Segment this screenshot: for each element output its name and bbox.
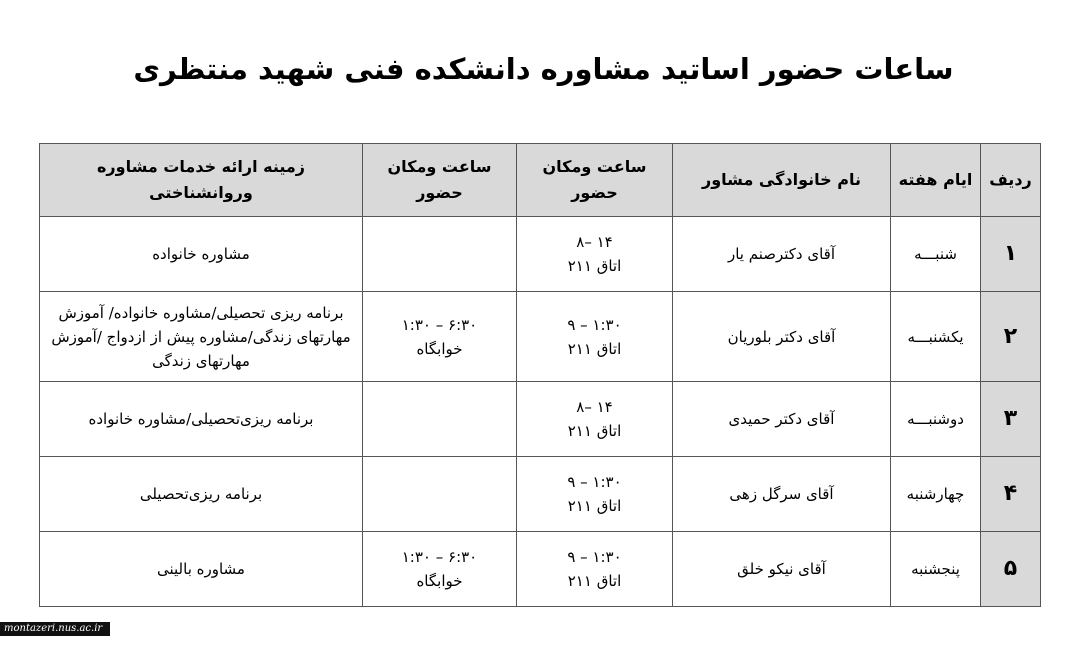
row-slot-1 xyxy=(517,217,673,292)
row-slot-1 xyxy=(517,457,673,532)
row-topics: مشاوره خانواده xyxy=(40,217,363,292)
row-slot-2 xyxy=(363,382,517,457)
row-advisor: آقای دکترصنم یار xyxy=(673,217,891,292)
slot-1-time: ۹ – ۱:۳۰ xyxy=(567,548,622,566)
row-advisor: آقای سرگل زهی xyxy=(673,457,891,532)
row-weekday: چهارشنبه xyxy=(891,457,981,532)
row-number: ۴ xyxy=(981,457,1041,532)
row-topics: مشاوره بالینی xyxy=(40,532,363,607)
header-weekday: ایام هفته xyxy=(891,144,981,217)
slot-1-place: اتاق ۲۱۱ xyxy=(567,257,622,275)
slot-2-time: ۱:۳۰ – ۶:۳۰ xyxy=(401,548,478,566)
header-service-topics: زمینه ارائه خدمات مشاوره وروانشناختی xyxy=(40,144,363,217)
row-topics: برنامه ریزی‌تحصیلی/مشاوره خانواده xyxy=(40,382,363,457)
slot-1-time: ۸– ۱۴ xyxy=(576,398,613,416)
row-weekday: یکشنبـــه xyxy=(891,292,981,382)
row-slot-2 xyxy=(363,217,517,292)
header-row-number: ردیف xyxy=(981,144,1041,217)
header-time-place-1: ساعت ومکان حضور xyxy=(517,144,673,217)
row-slot-1 xyxy=(517,532,673,607)
slot-2-time: ۱:۳۰ – ۶:۳۰ xyxy=(401,315,478,334)
table-row xyxy=(40,532,1041,607)
table-row xyxy=(40,217,1041,292)
row-topics: برنامه ریزی تحصیلی/مشاوره خانواده/ آموزش مهارتهای زندگی/مشاوره پیش از ازدواج /آموزش مهارتهای زندگی xyxy=(40,292,363,382)
row-slot-1 xyxy=(517,382,673,457)
row-number: ۳ xyxy=(981,382,1041,457)
row-number: ۲ xyxy=(981,292,1041,382)
slot-1-time: ۹ – ۱:۳۰ xyxy=(567,473,622,491)
table-header-row xyxy=(40,144,1041,217)
row-number: ۱ xyxy=(981,217,1041,292)
header-time-place-2: ساعت ومکان حضور xyxy=(363,144,517,217)
row-weekday: دوشنبـــه xyxy=(891,382,981,457)
table-row xyxy=(40,457,1041,532)
row-number: ۵ xyxy=(981,532,1041,607)
row-weekday: شنبـــه xyxy=(891,217,981,292)
slot-1-time: ۸– ۱۴ xyxy=(576,233,613,251)
table-row xyxy=(40,292,1041,382)
row-slot-1 xyxy=(517,292,673,382)
row-slot-2 xyxy=(363,532,517,607)
slot-2-place: خوابگاه xyxy=(416,339,463,358)
slot-1-place: اتاق ۲۱۱ xyxy=(567,572,622,590)
page-title: ساعات حضور اساتید مشاوره دانشکده فنی شهید منتظری xyxy=(133,52,954,86)
row-slot-2 xyxy=(363,292,517,382)
row-advisor: آقای دکتر بلوریان xyxy=(673,292,891,382)
row-advisor: آقای دکتر حمیدی xyxy=(673,382,891,457)
row-advisor: آقای نیکو خلق xyxy=(673,532,891,607)
slot-1-time: ۹ – ۱:۳۰ xyxy=(567,315,622,334)
row-weekday: پنجشنبه xyxy=(891,532,981,607)
slot-1-place: اتاق ۲۱۱ xyxy=(567,422,622,440)
site-url-link[interactable]: montazeri.nus.ac.ir xyxy=(0,622,110,636)
advisor-schedule-table xyxy=(39,143,1041,607)
header-advisor: نام خانوادگی مشاور xyxy=(673,144,891,217)
slot-2-place: خوابگاه xyxy=(416,572,463,590)
row-topics: برنامه ریزی‌تحصیلی xyxy=(40,457,363,532)
slot-1-place: اتاق ۲۱۱ xyxy=(567,339,622,358)
row-slot-2 xyxy=(363,457,517,532)
slot-1-place: اتاق ۲۱۱ xyxy=(567,497,622,515)
table-row xyxy=(40,382,1041,457)
